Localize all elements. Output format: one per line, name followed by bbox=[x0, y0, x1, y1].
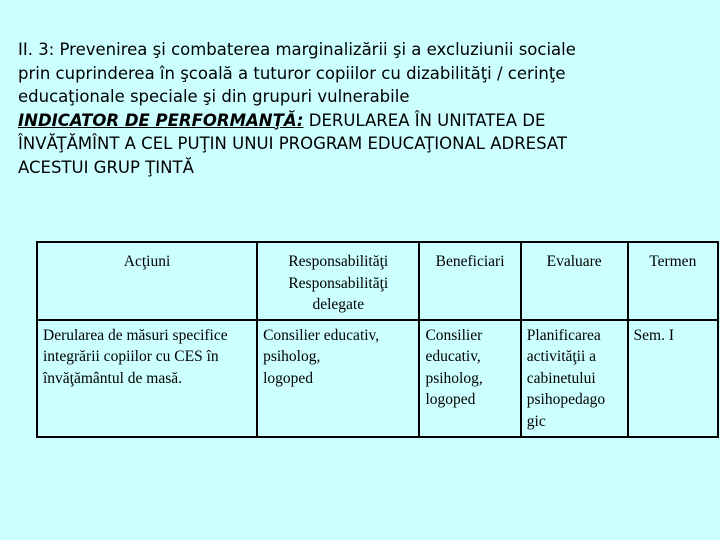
cell-termen: Sem. I bbox=[628, 320, 718, 438]
indicator-line bbox=[18, 109, 714, 133]
indicator-text: DERULAREA ÎN UNITATEA DE bbox=[303, 110, 546, 130]
section-heading bbox=[18, 38, 714, 179]
cell-actiuni: Derularea de măsuri specifice integrării copiilor cu CES în învăţământul de masă. bbox=[37, 320, 257, 438]
header-responsabilitati bbox=[257, 242, 419, 320]
header-evaluare: Evaluare bbox=[521, 242, 628, 320]
action-plan-table bbox=[36, 241, 719, 438]
table-header-row bbox=[37, 242, 718, 320]
cell-responsabilitati: Consilier educativ, psiholog, logoped bbox=[257, 320, 419, 438]
header-responsabilitati-delegate-label: Responsabilităţi delegate bbox=[288, 274, 389, 313]
indicator-line-2: ÎNVĂŢĂMÎNT A CEL PUŢIN UNUI PROGRAM EDUCAŢIONAL ADRESAT bbox=[18, 134, 567, 153]
header-responsabilitati-label: Responsabilităţi bbox=[288, 253, 389, 270]
action-plan-table-wrapper bbox=[36, 241, 719, 438]
indicator-line-3: ACESTUI GRUP ŢINTĂ bbox=[18, 157, 194, 177]
table-row bbox=[37, 320, 718, 438]
cell-beneficiari: Consilier educativ, psiholog, logoped bbox=[419, 320, 520, 438]
cell-evaluare: Planificarea activităţii a cabinetului psihopedago gic bbox=[521, 320, 628, 438]
objective-line-2: prin cuprinderea în şcoală a tuturor copiilor cu dizabilităţi / cerinţe bbox=[18, 63, 566, 83]
header-actiuni: Acţiuni bbox=[37, 242, 257, 320]
header-termen: Termen bbox=[628, 242, 718, 320]
indicator-label: INDICATOR DE PERFORMANŢĂ: bbox=[18, 110, 304, 130]
header-beneficiari: Beneficiari bbox=[419, 242, 520, 320]
objective-line-3: educaţionale speciale şi din grupuri vulnerabile bbox=[18, 87, 410, 106]
objective-line-1: II. 3: Prevenirea şi combaterea marginalizării şi a excluziunii sociale bbox=[18, 40, 576, 59]
